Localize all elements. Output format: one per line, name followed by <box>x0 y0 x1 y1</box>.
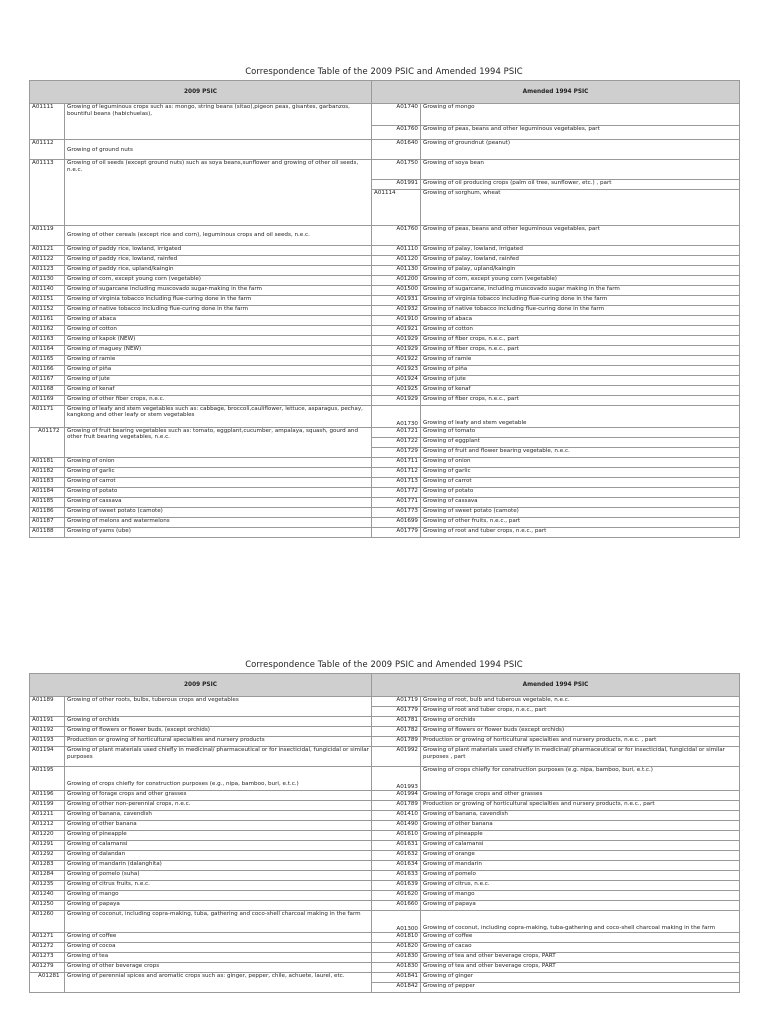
code-1994: A01921 <box>372 325 421 335</box>
description-2009: Growing of abaca <box>65 315 372 325</box>
description-2009: Growing of native tobacco including flue-curing done in the farm <box>65 305 372 315</box>
description-2009: Growing of other banana <box>65 821 372 831</box>
description-1994: Growing of other banana <box>421 821 740 831</box>
description-2009: Growing of leafy and stem vegetables such as: cabbage, broccoli,cauliflower, lettuce, asparagus, pechay, kangkong and other leafy or stem vegetables <box>65 405 372 427</box>
code-1994: A01634 <box>372 861 421 871</box>
table-row <box>30 295 740 305</box>
code-1994: A01632 <box>372 851 421 861</box>
code-1994: A01712 <box>372 467 421 477</box>
description-2009: Growing of pineapple <box>65 831 372 841</box>
description-2009: Growing of cassava <box>65 497 372 507</box>
description-2009: Growing of perennial spices and aromatic crops such as: ginger, pepper, chile, achuete, laurel, etc. <box>65 973 372 993</box>
description-1994: Growing of corn, except young corn (vegetable) <box>421 275 740 285</box>
code-2009: A01167 <box>30 375 65 385</box>
description-2009: Growing of other roots, bulbs, tuberous crops and vegetables <box>65 697 372 717</box>
code-1994: A01830 <box>372 963 421 973</box>
code-1994: A01773 <box>372 507 421 517</box>
description-1994: Growing of soya bean <box>421 160 740 180</box>
code-1994: A01750 <box>372 160 421 180</box>
table-row <box>30 427 740 437</box>
table-body <box>30 104 740 538</box>
table-row <box>30 881 740 891</box>
description-1994: Growing of orange <box>421 851 740 861</box>
code-1994: A01932 <box>372 305 421 315</box>
description-1994: Growing of flowers or flower buds (except orchids) <box>421 727 740 737</box>
description-1994: Growing of coffee <box>421 933 740 943</box>
table-row <box>30 457 740 467</box>
table-row <box>30 405 740 427</box>
description-1994: Growing of garlic <box>421 467 740 477</box>
code-2009: A01194 <box>30 747 65 767</box>
code-2009: A01199 <box>30 801 65 811</box>
code-2009: A01161 <box>30 315 65 325</box>
code-2009: A01114 <box>372 190 421 226</box>
code-2009: A01182 <box>30 467 65 477</box>
table-row <box>30 811 740 821</box>
code-1994: A01719 <box>372 697 421 707</box>
code-1994: A01760 <box>372 126 421 140</box>
table-row <box>30 841 740 851</box>
description-2009: Growing of maguey (NEW) <box>65 345 372 355</box>
header-2009-psic: 2009 PSIC <box>30 81 372 104</box>
description-1994: Growing of papaya <box>421 901 740 911</box>
table-row <box>30 933 740 943</box>
table-row <box>30 497 740 507</box>
description-2009: Growing of other beverage crops <box>65 963 372 973</box>
description-2009: Growing of ground nuts <box>65 140 372 160</box>
table-row <box>30 871 740 881</box>
code-1994: A01924 <box>372 375 421 385</box>
code-2009: A01283 <box>30 861 65 871</box>
table-row <box>30 507 740 517</box>
code-1994: A01789 <box>372 737 421 747</box>
description-1994: Growing of mango <box>421 891 740 901</box>
description-2009: Growing of citrus fruits, n.e.c. <box>65 881 372 891</box>
description-2009: Growing of corn, except young corn (vegetable) <box>65 275 372 285</box>
description-2009: Growing of oil seeds (except ground nuts) such as soya beans,sunflower and growing of other oil seeds, n.e.c. <box>65 160 372 226</box>
description-1994: Growing of other fruits, n.e.c., part <box>421 517 740 527</box>
description-1994: Growing of tea and other beverage crops, PART <box>421 953 740 963</box>
table-row <box>30 265 740 275</box>
description-1994: Growing of oil producing crops (palm oil tree, sunflower, etc.) , part <box>421 180 740 190</box>
table-row <box>30 285 740 295</box>
table-row <box>30 943 740 953</box>
description-1994: Growing of root, bulb and tuberous vegetable, n.e.c. <box>421 697 740 707</box>
description-1994: Growing of sugarcane, including muscovado sugar making in the farm <box>421 285 740 295</box>
code-1994: A01929 <box>372 335 421 345</box>
description-1994: Growing of citrus, n.e.c. <box>421 881 740 891</box>
description-1994: Growing of leafy and stem vegetable <box>421 405 740 427</box>
code-1994: A01713 <box>372 477 421 487</box>
code-2009: A01273 <box>30 953 65 963</box>
description-1994: Growing of ramie <box>421 355 740 365</box>
code-1994: A01500 <box>372 285 421 295</box>
code-2009: A01172 <box>30 427 65 457</box>
description-1994: Growing of mandarin <box>421 861 740 871</box>
description-1994: Growing of forage crops and other grasses <box>421 791 740 801</box>
description-2009: Growing of forage crops and other grasses <box>65 791 372 801</box>
description-2009: Growing of yams (ube) <box>65 527 372 537</box>
code-2009: A01284 <box>30 871 65 881</box>
correspondence-table-section-2 <box>0 657 768 993</box>
header-2009-psic: 2009 PSIC <box>30 674 372 697</box>
code-1994: A01660 <box>372 901 421 911</box>
code-2009: A01163 <box>30 335 65 345</box>
table-row <box>30 527 740 537</box>
description-2009: Growing of potato <box>65 487 372 497</box>
table-row <box>30 851 740 861</box>
table-row <box>30 140 740 160</box>
description-2009: Growing of crops chiefly for construction purposes (e.g., nipa, bamboo, buri, e.t.c.) <box>65 767 372 791</box>
description-1994: Growing of tomato <box>421 427 740 437</box>
table-row <box>30 225 740 245</box>
table-row <box>30 767 740 791</box>
code-2009: A01166 <box>30 365 65 375</box>
code-2009: A01220 <box>30 831 65 841</box>
table-row <box>30 727 740 737</box>
description-2009: Growing of flowers or flower buds, (except orchids) <box>65 727 372 737</box>
table-row <box>30 737 740 747</box>
description-1994: Growing of fiber crops, n.e.c., part <box>421 335 740 345</box>
description-1994: Growing of palay, lowland, irrigated <box>421 245 740 255</box>
description-1994: Growing of cassava <box>421 497 740 507</box>
code-1994: A01721 <box>372 427 421 437</box>
code-2009: A01188 <box>30 527 65 537</box>
code-1994: A01610 <box>372 831 421 841</box>
description-1994: Growing of abaca <box>421 315 740 325</box>
code-1994: A01760 <box>372 225 421 245</box>
code-2009: A01292 <box>30 851 65 861</box>
description-2009: Growing of jute <box>65 375 372 385</box>
description-1994: Growing of native tobacco including flue-curing done in the farm <box>421 305 740 315</box>
table-row <box>30 487 740 497</box>
code-2009: A01195 <box>30 767 65 791</box>
table-row <box>30 861 740 871</box>
description-1994: Growing of peas, beans and other leguminous vegetables, part <box>421 225 740 245</box>
table-row <box>30 395 740 405</box>
table-row <box>30 275 740 285</box>
code-2009: A01186 <box>30 507 65 517</box>
code-1994: A01740 <box>372 104 421 126</box>
description-1994: Growing of peas, beans and other leguminous vegetables, part <box>421 126 740 140</box>
code-2009: A01152 <box>30 305 65 315</box>
description-1994: Growing of potato <box>421 487 740 497</box>
description-2009: Growing of tea <box>65 953 372 963</box>
code-2009: A01281 <box>30 973 65 993</box>
description-2009: Growing of carrot <box>65 477 372 487</box>
code-1994: A01994 <box>372 791 421 801</box>
table-row <box>30 385 740 395</box>
description-1994: Growing of mongo <box>421 104 740 126</box>
table-row <box>30 801 740 811</box>
code-2009: A01130 <box>30 275 65 285</box>
code-1994: A01779 <box>372 707 421 717</box>
table-row <box>30 104 740 126</box>
description-1994: Growing of orchids <box>421 717 740 727</box>
description-2009: Growing of cocoa <box>65 943 372 953</box>
correspondence-table-section-1 <box>0 64 768 538</box>
code-1994: A01810 <box>372 933 421 943</box>
description-2009: Growing of sugarcane including muscovado sugar-making in the farm <box>65 285 372 295</box>
description-2009: Growing of dalandan <box>65 851 372 861</box>
table-row <box>30 160 740 180</box>
code-1994: A01711 <box>372 457 421 467</box>
description-2009: Growing of paddy rice, upland/kaingin <box>65 265 372 275</box>
code-2009: A01165 <box>30 355 65 365</box>
code-1994: A01631 <box>372 841 421 851</box>
table-row <box>30 477 740 487</box>
code-1994: A01779 <box>372 527 421 537</box>
table-row <box>30 891 740 901</box>
code-2009: A01211 <box>30 811 65 821</box>
code-1994: A01923 <box>372 365 421 375</box>
table-row <box>30 831 740 841</box>
description-2009: Growing of pomelo (suha) <box>65 871 372 881</box>
description-1994: Growing of crops chiefly for construction purposes (e.g. nipa, bamboo, buri, e.t.c.) <box>421 767 740 791</box>
description-2009: Growing of sweet potato (camote) <box>65 507 372 517</box>
table-body <box>30 697 740 993</box>
description-2009: Growing of fruit bearing vegetables such as: tomato, eggplant,cucumber, ampalaya, squash, gourd and other fruit bearing vegetables, n.e.c. <box>65 427 372 457</box>
description-2009: Growing of plant materials used chiefly in medicinal/ pharmaceutical or for insecticidal, fungicidal or similar purposes <box>65 747 372 767</box>
description-2009: Growing of kapok (NEW) <box>65 335 372 345</box>
code-1994: A01130 <box>372 265 421 275</box>
code-2009: A01119 <box>30 225 65 245</box>
description-2009: Growing of kenaf <box>65 385 372 395</box>
description-2009: Growing of melons and watermelons <box>65 517 372 527</box>
header-1994-psic: Amended 1994 PSIC <box>372 81 740 104</box>
code-1994: A01925 <box>372 385 421 395</box>
description-2009: Growing of coffee <box>65 933 372 943</box>
code-2009: A01140 <box>30 285 65 295</box>
description-1994: Growing of root and tuber crops, n.e.c., part <box>421 707 740 717</box>
code-1994: A01929 <box>372 345 421 355</box>
description-1994: Growing of cotton <box>421 325 740 335</box>
table-row <box>30 517 740 527</box>
description-2009: Growing of orchids <box>65 717 372 727</box>
description-2009: Growing of ramie <box>65 355 372 365</box>
code-1994: A01789 <box>372 801 421 811</box>
table-row <box>30 335 740 345</box>
code-1994: A01410 <box>372 811 421 821</box>
description-1994: Growing of piña <box>421 365 740 375</box>
code-1994: A01842 <box>372 983 421 993</box>
code-1994: A01639 <box>372 881 421 891</box>
description-2009: Growing of leguminous crops such as: mongo, string beans (sitao),pigeon peas, gisantes, garbanzos, bountiful beans (habichuelas), <box>65 104 372 140</box>
description-1994: Growing of fiber crops, n.e.c., part <box>421 395 740 405</box>
description-2009: Growing of calamansi <box>65 841 372 851</box>
code-1994: A01771 <box>372 497 421 507</box>
code-1994: A01722 <box>372 437 421 447</box>
description-1994: Growing of calamansi <box>421 841 740 851</box>
description-1994: Growing of groundnut (peanut) <box>421 140 740 160</box>
code-1994: A01200 <box>372 275 421 285</box>
code-2009: A01196 <box>30 791 65 801</box>
code-2009: A01164 <box>30 345 65 355</box>
code-2009: A01187 <box>30 517 65 527</box>
table-row <box>30 973 740 983</box>
code-1994: A01730 <box>372 405 421 427</box>
code-1994: A01633 <box>372 871 421 881</box>
description-1994: Growing of onion <box>421 457 740 467</box>
description-1994: Growing of coconut, including copra-making, tuba-gathering and coco-shell charcoal making in the farm <box>421 911 740 933</box>
code-2009: A01240 <box>30 891 65 901</box>
description-2009: Growing of cotton <box>65 325 372 335</box>
description-1994: Growing of palay, lowland, rainfed <box>421 255 740 265</box>
header-1994-psic: Amended 1994 PSIC <box>372 674 740 697</box>
table-row <box>30 963 740 973</box>
code-2009: A01168 <box>30 385 65 395</box>
code-1994: A01781 <box>372 717 421 727</box>
code-1994: A01782 <box>372 727 421 737</box>
description-1994: Growing of virginia tobacco including flue-curing done in the farm <box>421 295 740 305</box>
table-row <box>30 697 740 707</box>
code-2009: A01271 <box>30 933 65 943</box>
code-1994: A01490 <box>372 821 421 831</box>
description-2009: Growing of coconut, including copra-making, tuba, gathering and coco-shell charcoal making in the farm <box>65 911 372 933</box>
table-row <box>30 375 740 385</box>
code-2009: A01121 <box>30 245 65 255</box>
table-row <box>30 365 740 375</box>
table-row <box>30 325 740 335</box>
description-2009: Growing of piña <box>65 365 372 375</box>
description-2009: Growing of banana, cavendish <box>65 811 372 821</box>
description-1994: Growing of ginger <box>421 973 740 983</box>
description-2009: Growing of paddy rice, lowland, irrigated <box>65 245 372 255</box>
code-1994: A01699 <box>372 517 421 527</box>
code-2009: A01162 <box>30 325 65 335</box>
code-1994: A01992 <box>372 747 421 767</box>
table-title: Correspondence Table of the 2009 PSIC and Amended 1994 PSIC <box>245 659 523 669</box>
description-2009: Growing of papaya <box>65 901 372 911</box>
table-title: Correspondence Table of the 2009 PSIC and Amended 1994 PSIC <box>245 66 523 76</box>
table-row <box>30 305 740 315</box>
code-1994: A01993 <box>372 767 421 791</box>
code-2009: A01193 <box>30 737 65 747</box>
code-2009: A01113 <box>30 160 65 226</box>
description-1994: Growing of sweet potato (camote) <box>421 507 740 517</box>
table-row <box>30 717 740 727</box>
table-row <box>30 467 740 477</box>
code-1994: A01729 <box>372 447 421 457</box>
code-2009: A01250 <box>30 901 65 911</box>
code-2009: A01235 <box>30 881 65 891</box>
description-1994: Production or growing of horticultural specialties and nursery products, n.e.c. , part <box>421 737 740 747</box>
table-row <box>30 911 740 933</box>
code-2009: A01212 <box>30 821 65 831</box>
table-row <box>30 355 740 365</box>
code-2009: A01260 <box>30 911 65 933</box>
code-1994: A01110 <box>372 245 421 255</box>
table-row <box>30 953 740 963</box>
code-1994: A01120 <box>372 255 421 265</box>
description-1994: Growing of fruit and flower bearing vegetable, n.e.c. <box>421 447 740 457</box>
description-2009: Growing of onion <box>65 457 372 467</box>
description-2009: Growing of paddy rice, lowland, rainfed <box>65 255 372 265</box>
code-1994: A01991 <box>372 180 421 190</box>
code-2009: A01291 <box>30 841 65 851</box>
table-row <box>30 747 740 767</box>
description-1994: Growing of tea and other beverage crops, PART <box>421 963 740 973</box>
code-2009: A01189 <box>30 697 65 717</box>
description-1994: Growing of cacao <box>421 943 740 953</box>
code-2009: A01122 <box>30 255 65 265</box>
code-2009: A01192 <box>30 727 65 737</box>
code-2009: A01151 <box>30 295 65 305</box>
table-row <box>30 791 740 801</box>
description-1994: Growing of kenaf <box>421 385 740 395</box>
correspondence-table <box>29 80 740 538</box>
code-1994: A01300 <box>372 911 421 933</box>
description-2009: Growing of mandarin (dalanghita) <box>65 861 372 871</box>
description-1994: Production or growing of horticultural specialties and nursery products, n.e.c., part <box>421 801 740 811</box>
code-2009: A01191 <box>30 717 65 727</box>
description-1994: Growing of pepper <box>421 983 740 993</box>
code-1994: A01820 <box>372 943 421 953</box>
description-2009: Growing of other non-perennial crops, n.e.c. <box>65 801 372 811</box>
description-1994: Growing of plant materials used chiefly in medicinal/ pharmaceutical or for insecticidal, fungicidal or similar purposes , part <box>421 747 740 767</box>
table-row <box>30 345 740 355</box>
code-1994: A01640 <box>372 140 421 160</box>
table-row <box>30 901 740 911</box>
description-2009: Growing of garlic <box>65 467 372 477</box>
description-1994: Growing of root and tuber crops, n.e.c., part <box>421 527 740 537</box>
code-1994: A01929 <box>372 395 421 405</box>
description-2009: Growing of virginia tobacco including flue-curing done in the farm <box>65 295 372 305</box>
table-row <box>30 821 740 831</box>
table-row <box>30 245 740 255</box>
code-2009: A01111 <box>30 104 65 140</box>
description-1994: Growing of eggplant <box>421 437 740 447</box>
code-2009: A01169 <box>30 395 65 405</box>
code-2009: A01112 <box>30 140 65 160</box>
description-2009: Growing of sorghum, wheat <box>421 190 740 226</box>
code-2009: A01183 <box>30 477 65 487</box>
code-1994: A01910 <box>372 315 421 325</box>
correspondence-table <box>29 673 740 993</box>
description-2009: Growing of other cereals (except rice and corn), leguminous crops and oil seeds, n.e.c. <box>65 225 372 245</box>
code-1994: A01922 <box>372 355 421 365</box>
code-1994: A01841 <box>372 973 421 983</box>
description-1994: Growing of palay, upland/kaingin <box>421 265 740 275</box>
table-row <box>30 315 740 325</box>
description-2009: Production or growing of horticultural specialties and nursery products <box>65 737 372 747</box>
code-1994: A01772 <box>372 487 421 497</box>
description-1994: Growing of jute <box>421 375 740 385</box>
table-row <box>30 255 740 265</box>
description-1994: Growing of carrot <box>421 477 740 487</box>
code-1994: A01931 <box>372 295 421 305</box>
description-2009: Growing of mango <box>65 891 372 901</box>
code-1994: A01830 <box>372 953 421 963</box>
description-1994: Growing of pineapple <box>421 831 740 841</box>
code-2009: A01279 <box>30 963 65 973</box>
code-1994: A01620 <box>372 891 421 901</box>
description-1994: Growing of banana, cavendish <box>421 811 740 821</box>
code-2009: A01171 <box>30 405 65 427</box>
description-2009: Growing of other fiber crops, n.e.c. <box>65 395 372 405</box>
code-2009: A01181 <box>30 457 65 467</box>
description-1994: Growing of pomelo <box>421 871 740 881</box>
description-1994: Growing of fiber crops, n.e.c., part <box>421 345 740 355</box>
code-2009: A01123 <box>30 265 65 275</box>
code-2009: A01185 <box>30 497 65 507</box>
code-2009: A01184 <box>30 487 65 497</box>
code-2009: A01272 <box>30 943 65 953</box>
